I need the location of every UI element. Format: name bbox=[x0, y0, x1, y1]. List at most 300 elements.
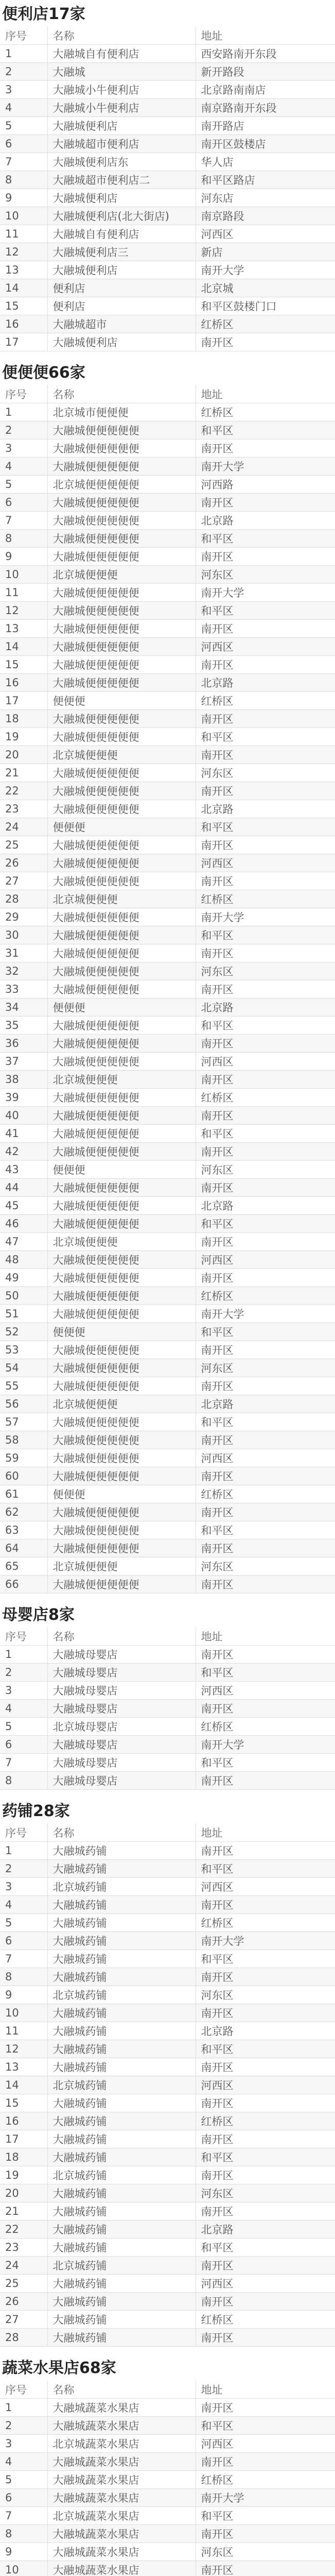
cell-address: 南开区 bbox=[196, 836, 335, 854]
cell-no: 57 bbox=[0, 1413, 47, 1431]
cell-address: 南开区 bbox=[196, 1179, 335, 1197]
cell-name: 大融城小牛便利店 bbox=[47, 99, 196, 117]
cell-address: 南开区 bbox=[196, 1842, 335, 1860]
table-row bbox=[0, 476, 335, 494]
table-row bbox=[0, 2329, 335, 2347]
table-row bbox=[0, 1341, 335, 1359]
cell-no: 7 bbox=[0, 153, 47, 171]
cell-address: 河东区 bbox=[196, 1557, 335, 1575]
section-title: 便利店17家 bbox=[2, 5, 85, 23]
cell-no: 6 bbox=[0, 494, 47, 512]
cell-address: 新店 bbox=[196, 243, 335, 261]
cell-name: 大融城药铺 bbox=[47, 2022, 196, 2040]
cell-name: 大融城便便便便便 bbox=[47, 1431, 196, 1449]
cell-address: 红桥区 bbox=[196, 315, 335, 333]
cell-no: 24 bbox=[0, 2257, 47, 2275]
table-row bbox=[0, 439, 335, 457]
table-row bbox=[0, 457, 335, 476]
table-header-row bbox=[0, 385, 335, 403]
cell-name: 大融城便便便便便 bbox=[47, 854, 196, 872]
table-row bbox=[0, 2507, 335, 2525]
cell-address: 河东店 bbox=[196, 189, 335, 207]
cell-no: 4 bbox=[0, 2453, 47, 2471]
cell-no: 26 bbox=[0, 2293, 47, 2311]
cell-name: 大融城超市便利店二 bbox=[47, 171, 196, 189]
cell-name: 北京城药铺 bbox=[47, 2166, 196, 2184]
cell-no: 45 bbox=[0, 1197, 47, 1215]
cell-name: 大融城便便便便便 bbox=[47, 1107, 196, 1125]
cell-address: 红桥区 bbox=[196, 1718, 335, 1736]
cell-name: 大融城便便便便便 bbox=[47, 584, 196, 602]
cell-name: 大融城便便便便便 bbox=[47, 530, 196, 548]
cell-address: 河西区 bbox=[196, 1682, 335, 1700]
cell-no: 5 bbox=[0, 1718, 47, 1736]
cell-name: 大融城药铺 bbox=[47, 2094, 196, 2112]
cell-name: 北京城便便便 bbox=[47, 566, 196, 584]
cell-name: 便便便 bbox=[47, 1485, 196, 1503]
cell-address: 河西区 bbox=[196, 854, 335, 872]
table-row bbox=[0, 279, 335, 297]
cell-no: 7 bbox=[0, 2507, 47, 2525]
cell-name: 大融城蔬菜水果店 bbox=[47, 2399, 196, 2417]
cell-address: 南开区 bbox=[196, 2293, 335, 2311]
cell-name: 大融城便利店 bbox=[47, 117, 196, 135]
cell-no: 8 bbox=[0, 1772, 47, 1790]
table-row bbox=[0, 1089, 335, 1107]
cell-name: 大融城便利店 bbox=[47, 333, 196, 351]
cell-address: 南开区 bbox=[196, 1071, 335, 1089]
cell-name: 北京城药铺 bbox=[47, 2257, 196, 2275]
cell-no: 65 bbox=[0, 1557, 47, 1575]
cell-address: 南开区 bbox=[196, 1035, 335, 1053]
table-header-row bbox=[0, 2381, 335, 2399]
cell-no: 3 bbox=[0, 81, 47, 99]
section-title: 母婴店8家 bbox=[2, 1606, 75, 1624]
table-row bbox=[0, 2239, 335, 2257]
column-header-address: 地址 bbox=[196, 2381, 335, 2399]
cell-address: 和平区 bbox=[196, 926, 335, 944]
cell-address: 南开区 bbox=[196, 2453, 335, 2471]
cell-no: 17 bbox=[0, 2130, 47, 2148]
cell-address: 南开区 bbox=[196, 1700, 335, 1718]
table-row bbox=[0, 1539, 335, 1557]
cell-address: 和平区 bbox=[196, 2040, 335, 2058]
cell-no: 10 bbox=[0, 566, 47, 584]
table-row bbox=[0, 944, 335, 962]
table-row bbox=[0, 1557, 335, 1575]
cell-no: 37 bbox=[0, 1053, 47, 1071]
cell-no: 44 bbox=[0, 1179, 47, 1197]
cell-name: 大融城便利店东 bbox=[47, 153, 196, 171]
table-row bbox=[0, 2058, 335, 2076]
cell-name: 大融城便便便便便 bbox=[47, 1197, 196, 1215]
table-row bbox=[0, 728, 335, 746]
cell-name: 大融城便便便便便 bbox=[47, 656, 196, 674]
cell-no: 35 bbox=[0, 1016, 47, 1035]
cell-no: 4 bbox=[0, 1896, 47, 1914]
cell-address: 红桥区 bbox=[196, 890, 335, 908]
cell-no: 34 bbox=[0, 998, 47, 1016]
cell-no: 13 bbox=[0, 620, 47, 638]
table-row bbox=[0, 403, 335, 421]
cell-no: 5 bbox=[0, 476, 47, 494]
cell-address: 红桥区 bbox=[196, 2311, 335, 2329]
table-row bbox=[0, 1467, 335, 1485]
cell-address: 和平区 bbox=[196, 421, 335, 439]
cell-address: 南开区 bbox=[196, 2257, 335, 2275]
cell-no: 23 bbox=[0, 800, 47, 818]
cell-address: 南开大学 bbox=[196, 1305, 335, 1323]
table-row bbox=[0, 2543, 335, 2561]
cell-no: 27 bbox=[0, 2311, 47, 2329]
table-row bbox=[0, 2417, 335, 2435]
cell-name: 大融城便便便便便 bbox=[47, 494, 196, 512]
cell-no: 7 bbox=[0, 512, 47, 530]
table-row bbox=[0, 602, 335, 620]
cell-address: 南开区 bbox=[196, 1896, 335, 1914]
table-row bbox=[0, 2166, 335, 2184]
cell-name: 大融城便便便便便 bbox=[47, 1503, 196, 1521]
cell-name: 大融城便便便便便 bbox=[47, 1215, 196, 1233]
cell-no: 15 bbox=[0, 656, 47, 674]
cell-address: 南开区 bbox=[196, 548, 335, 566]
cell-address: 南开区 bbox=[196, 2166, 335, 2184]
cell-name: 北京城母婴店 bbox=[47, 1718, 196, 1736]
section-title: 便便便66家 bbox=[2, 364, 85, 382]
table-row bbox=[0, 908, 335, 926]
cell-address: 南开区 bbox=[196, 1968, 335, 1986]
cell-address: 新开路段 bbox=[196, 63, 335, 81]
table-row bbox=[0, 2022, 335, 2040]
cell-address: 北京路 bbox=[196, 800, 335, 818]
table-row bbox=[0, 243, 335, 261]
cell-address: 和平区 bbox=[196, 1413, 335, 1431]
table-row bbox=[0, 1878, 335, 1896]
cell-name: 大融城便便便便便 bbox=[47, 1521, 196, 1539]
cell-no: 1 bbox=[0, 2399, 47, 2417]
cell-address: 红桥区 bbox=[196, 1914, 335, 1932]
cell-no: 12 bbox=[0, 602, 47, 620]
table-header-row bbox=[0, 1628, 335, 1646]
cell-name: 大融城药铺 bbox=[47, 2184, 196, 2202]
cell-address: 和平区 bbox=[196, 1016, 335, 1035]
cell-address: 南开区 bbox=[196, 2004, 335, 2022]
table-row bbox=[0, 530, 335, 548]
cell-no: 12 bbox=[0, 2040, 47, 2058]
cell-no: 48 bbox=[0, 1251, 47, 1269]
cell-no: 19 bbox=[0, 728, 47, 746]
cell-address: 南京路段 bbox=[196, 207, 335, 225]
table-row bbox=[0, 1503, 335, 1521]
cell-no: 20 bbox=[0, 2184, 47, 2202]
table-row bbox=[0, 1377, 335, 1395]
table-row bbox=[0, 333, 335, 351]
table-row bbox=[0, 225, 335, 243]
table-row bbox=[0, 1718, 335, 1736]
cell-address: 河西区 bbox=[196, 1449, 335, 1467]
table-row bbox=[0, 1413, 335, 1431]
cell-name: 大融城药铺 bbox=[47, 2293, 196, 2311]
cell-no: 2 bbox=[0, 421, 47, 439]
table-row bbox=[0, 980, 335, 998]
cell-name: 大融城药铺 bbox=[47, 2221, 196, 2239]
table-row bbox=[0, 2453, 335, 2471]
cell-name: 北京城药铺 bbox=[47, 2076, 196, 2094]
cell-no: 2 bbox=[0, 1664, 47, 1682]
cell-name: 大融城便便便便便 bbox=[47, 1449, 196, 1467]
cell-name: 大融城蔬菜水果店 bbox=[47, 2561, 196, 2576]
cell-name: 大融城母婴店 bbox=[47, 1682, 196, 1700]
cell-name: 大融城药铺 bbox=[47, 1914, 196, 1932]
cell-name: 大融城药铺 bbox=[47, 2275, 196, 2293]
cell-name: 大融城药铺 bbox=[47, 2329, 196, 2347]
cell-address: 和平区 bbox=[196, 728, 335, 746]
table-row bbox=[0, 800, 335, 818]
cell-address: 南开区 bbox=[196, 2525, 335, 2543]
store-table bbox=[0, 1628, 335, 1790]
cell-name: 大融城超市 bbox=[47, 315, 196, 333]
cell-no: 6 bbox=[0, 2489, 47, 2507]
cell-no: 24 bbox=[0, 818, 47, 836]
cell-name: 大融城便便便便便 bbox=[47, 1053, 196, 1071]
table-row bbox=[0, 584, 335, 602]
table-row bbox=[0, 1197, 335, 1215]
cell-name: 大融城便便便便便 bbox=[47, 1377, 196, 1395]
cell-address: 和平区 bbox=[196, 818, 335, 836]
cell-no: 18 bbox=[0, 710, 47, 728]
cell-address: 和平区 bbox=[196, 1860, 335, 1878]
cell-no: 8 bbox=[0, 171, 47, 189]
column-header-no: 序号 bbox=[0, 1628, 47, 1646]
cell-no: 8 bbox=[0, 1968, 47, 1986]
cell-name: 北京城药铺 bbox=[47, 1878, 196, 1896]
cell-address: 南开区 bbox=[196, 2058, 335, 2076]
cell-address: 南开大学 bbox=[196, 261, 335, 279]
cell-no: 25 bbox=[0, 2275, 47, 2293]
cell-name: 大融城药铺 bbox=[47, 2112, 196, 2130]
cell-address: 北京路 bbox=[196, 674, 335, 692]
cell-address: 南开路店 bbox=[196, 117, 335, 135]
cell-no: 22 bbox=[0, 782, 47, 800]
cell-name: 大融城蔬菜水果店 bbox=[47, 2543, 196, 2561]
cell-address: 河西路 bbox=[196, 476, 335, 494]
cell-address: 南开区 bbox=[196, 1143, 335, 1161]
cell-name: 大融城便便便便便 bbox=[47, 421, 196, 439]
store-table bbox=[0, 1824, 335, 2347]
table-row bbox=[0, 998, 335, 1016]
cell-address: 南开区 bbox=[196, 439, 335, 457]
cell-no: 26 bbox=[0, 854, 47, 872]
cell-address: 河西区 bbox=[196, 2275, 335, 2293]
cell-address: 南开大学 bbox=[196, 457, 335, 476]
cell-address: 和平区 bbox=[196, 2417, 335, 2435]
cell-no: 8 bbox=[0, 2525, 47, 2543]
table-row bbox=[0, 207, 335, 225]
table-row bbox=[0, 2184, 335, 2202]
table-row bbox=[0, 2275, 335, 2293]
cell-no: 2 bbox=[0, 1860, 47, 1878]
cell-name: 便便便 bbox=[47, 1323, 196, 1341]
table-header-row bbox=[0, 1824, 335, 1842]
cell-no: 1 bbox=[0, 1842, 47, 1860]
table-row bbox=[0, 1125, 335, 1143]
cell-name: 大融城蔬菜水果店 bbox=[47, 2525, 196, 2543]
cell-address: 河西区 bbox=[196, 2435, 335, 2453]
cell-name: 便便便 bbox=[47, 818, 196, 836]
cell-no: 30 bbox=[0, 926, 47, 944]
cell-address: 西安路南开东段 bbox=[196, 45, 335, 63]
cell-no: 3 bbox=[0, 439, 47, 457]
cell-no: 10 bbox=[0, 207, 47, 225]
cell-no: 7 bbox=[0, 1754, 47, 1772]
table-row bbox=[0, 99, 335, 117]
cell-name: 北京城便便便 bbox=[47, 1233, 196, 1251]
cell-name: 大融城母婴店 bbox=[47, 1754, 196, 1772]
cell-name: 大融城便便便便便 bbox=[47, 1467, 196, 1485]
cell-name: 大融城 bbox=[47, 63, 196, 81]
cell-no: 10 bbox=[0, 2561, 47, 2576]
cell-name: 大融城便便便便便 bbox=[47, 1287, 196, 1305]
table-row bbox=[0, 1575, 335, 1594]
column-header-name: 名称 bbox=[47, 385, 196, 403]
table-row bbox=[0, 1485, 335, 1503]
cell-name: 大融城母婴店 bbox=[47, 1736, 196, 1754]
cell-address: 河西区 bbox=[196, 1251, 335, 1269]
table-row bbox=[0, 1736, 335, 1754]
cell-address: 南开区 bbox=[196, 1341, 335, 1359]
cell-no: 1 bbox=[0, 1646, 47, 1664]
table-row bbox=[0, 189, 335, 207]
table-row bbox=[0, 2399, 335, 2417]
cell-name: 大融城药铺 bbox=[47, 1896, 196, 1914]
cell-address: 北京路 bbox=[196, 2022, 335, 2040]
column-header-name: 名称 bbox=[47, 1824, 196, 1842]
table-row bbox=[0, 1071, 335, 1089]
cell-name: 大融城蔬菜水果店 bbox=[47, 2417, 196, 2435]
cell-no: 21 bbox=[0, 2202, 47, 2221]
cell-no: 7 bbox=[0, 1950, 47, 1968]
cell-address: 南开区 bbox=[196, 494, 335, 512]
table-row bbox=[0, 2293, 335, 2311]
cell-address: 河西区 bbox=[196, 638, 335, 656]
table-row bbox=[0, 764, 335, 782]
cell-name: 大融城便便便便便 bbox=[47, 1089, 196, 1107]
cell-no: 9 bbox=[0, 1986, 47, 2004]
cell-no: 16 bbox=[0, 2112, 47, 2130]
cell-name: 大融城便便便便便 bbox=[47, 908, 196, 926]
cell-address: 和平区路店 bbox=[196, 171, 335, 189]
cell-name: 大融城便利店 bbox=[47, 261, 196, 279]
cell-name: 大融城便便便便便 bbox=[47, 962, 196, 980]
cell-no: 3 bbox=[0, 2435, 47, 2453]
table-row bbox=[0, 1287, 335, 1305]
cell-name: 大融城便便便便便 bbox=[47, 1341, 196, 1359]
cell-name: 北京城便便便 bbox=[47, 890, 196, 908]
column-header-address: 地址 bbox=[196, 1824, 335, 1842]
cell-address: 南开区 bbox=[196, 1772, 335, 1790]
cell-address: 南开区 bbox=[196, 2130, 335, 2148]
cell-address: 和平区 bbox=[196, 1950, 335, 1968]
cell-address: 红桥区 bbox=[196, 2471, 335, 2489]
cell-address: 南开区 bbox=[196, 2329, 335, 2347]
cell-address: 南开大学 bbox=[196, 2489, 335, 2507]
cell-no: 28 bbox=[0, 890, 47, 908]
cell-address: 和平区 bbox=[196, 602, 335, 620]
cell-no: 22 bbox=[0, 2221, 47, 2239]
section-title: 蔬菜水果店68家 bbox=[2, 2359, 116, 2377]
section-spacer bbox=[0, 1594, 335, 1601]
table-row bbox=[0, 494, 335, 512]
table-row bbox=[0, 818, 335, 836]
cell-no: 47 bbox=[0, 1233, 47, 1251]
column-header-no: 序号 bbox=[0, 385, 47, 403]
cell-name: 大融城便便便便便 bbox=[47, 1125, 196, 1143]
column-header-name: 名称 bbox=[47, 27, 196, 45]
table-row bbox=[0, 1968, 335, 1986]
cell-address: 南开区 bbox=[196, 710, 335, 728]
cell-address: 红桥区 bbox=[196, 1089, 335, 1107]
cell-address: 南开大学 bbox=[196, 1736, 335, 1754]
cell-no: 4 bbox=[0, 1700, 47, 1718]
table-row bbox=[0, 1860, 335, 1878]
cell-address: 河东区 bbox=[196, 1986, 335, 2004]
cell-no: 16 bbox=[0, 315, 47, 333]
section-spacer bbox=[0, 1790, 335, 1797]
cell-address: 河西区 bbox=[196, 2076, 335, 2094]
cell-name: 大融城便便便便便 bbox=[47, 710, 196, 728]
cell-name: 北京城便便便便便 bbox=[47, 476, 196, 494]
cell-name: 大融城药铺 bbox=[47, 1932, 196, 1950]
cell-name: 大融城便便便便便 bbox=[47, 439, 196, 457]
cell-address: 河东区 bbox=[196, 2543, 335, 2561]
cell-no: 15 bbox=[0, 2094, 47, 2112]
cell-name: 大融城药铺 bbox=[47, 2040, 196, 2058]
cell-no: 6 bbox=[0, 135, 47, 153]
cell-address: 南开区鼓楼店 bbox=[196, 135, 335, 153]
table-row bbox=[0, 782, 335, 800]
cell-no: 3 bbox=[0, 1878, 47, 1896]
table-row bbox=[0, 1521, 335, 1539]
cell-name: 便便便 bbox=[47, 1161, 196, 1179]
cell-name: 大融城便利店 bbox=[47, 189, 196, 207]
cell-name: 大融城便便便便便 bbox=[47, 1539, 196, 1557]
store-table bbox=[0, 27, 335, 351]
table-row bbox=[0, 1233, 335, 1251]
cell-address: 红桥区 bbox=[196, 1485, 335, 1503]
table-row bbox=[0, 1035, 335, 1053]
table-row bbox=[0, 297, 335, 315]
cell-address: 河西区 bbox=[196, 225, 335, 243]
table-row bbox=[0, 674, 335, 692]
cell-name: 大融城药铺 bbox=[47, 2148, 196, 2166]
cell-name: 大融城便便便便便 bbox=[47, 980, 196, 998]
cell-no: 20 bbox=[0, 746, 47, 764]
cell-no: 11 bbox=[0, 584, 47, 602]
cell-name: 大融城便便便便便 bbox=[47, 944, 196, 962]
cell-address: 和平区 bbox=[196, 2239, 335, 2257]
cell-name: 北京城蔬菜水果店 bbox=[47, 2507, 196, 2525]
cell-name: 北京城药铺 bbox=[47, 1986, 196, 2004]
cell-name: 大融城便利店三 bbox=[47, 243, 196, 261]
table-row bbox=[0, 1395, 335, 1413]
table-row bbox=[0, 620, 335, 638]
table-row bbox=[0, 261, 335, 279]
cell-address: 南京路南开东段 bbox=[196, 99, 335, 117]
table-row bbox=[0, 2094, 335, 2112]
cell-address: 河东区 bbox=[196, 1161, 335, 1179]
table-row bbox=[0, 1179, 335, 1197]
cell-address: 华人店 bbox=[196, 153, 335, 171]
